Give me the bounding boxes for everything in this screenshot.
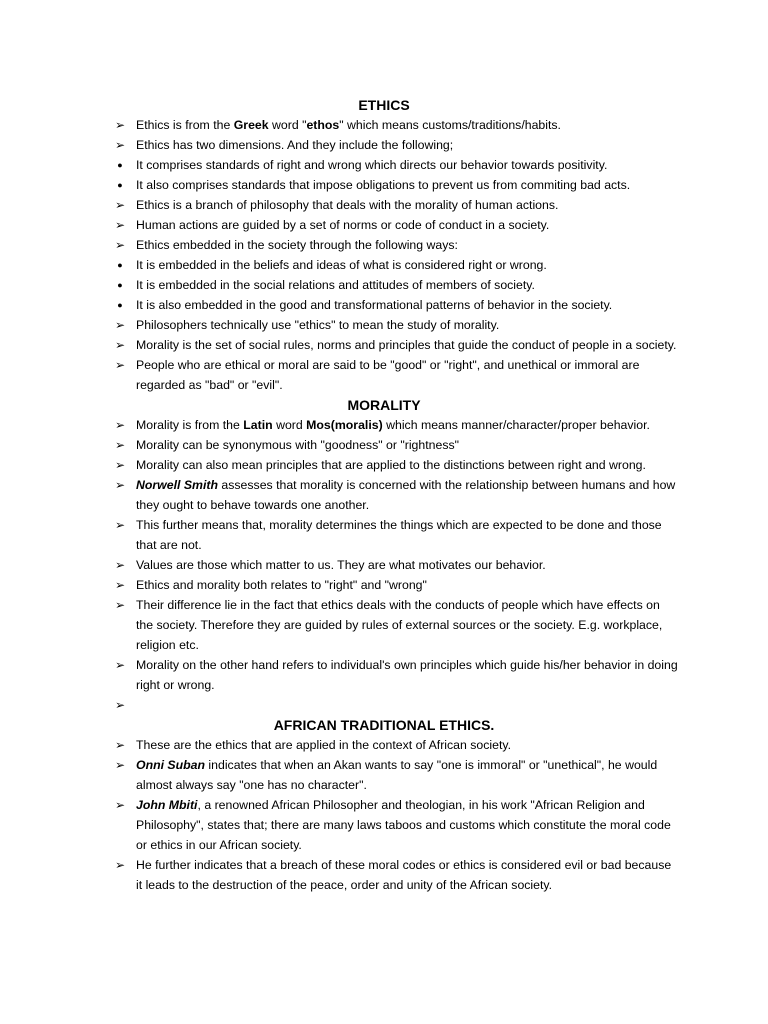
arrow-bullet-icon: ➢ [114, 438, 126, 452]
text-run: Morality can be synonymous with "goodness" or "rightness" [136, 438, 459, 452]
list-item-text [136, 418, 650, 432]
emphasized-text: ethos [306, 118, 340, 132]
arrow-bullet-icon: ➢ [114, 218, 126, 232]
arrow-bullet-icon: ➢ [114, 518, 126, 532]
list-item-text [136, 738, 511, 752]
list-item-text [136, 198, 558, 212]
list-item [0, 475, 768, 515]
text-run: People who are ethical or moral are said to be "good" or "right", and unethical or immoral are regarded as "bad" or "evil". [136, 358, 640, 392]
list-item [0, 115, 768, 135]
emphasized-text: John Mbiti [136, 798, 198, 812]
arrow-bullet-icon: ➢ [114, 858, 126, 872]
list-item-text [136, 158, 607, 172]
text-run: word " [268, 118, 307, 132]
arrow-bullet-icon: ➢ [114, 738, 126, 752]
heading-morality: MORALITY [347, 397, 421, 413]
morality-list [0, 415, 768, 715]
heading-ethics: ETHICS [358, 97, 410, 113]
dot-bullet-icon: ● [117, 300, 123, 310]
arrow-bullet-icon: ➢ [114, 698, 126, 712]
list-item [0, 335, 768, 355]
arrow-bullet-icon: ➢ [114, 318, 126, 332]
list-item [0, 275, 768, 295]
list-item-text [136, 138, 453, 152]
text-run: It is embedded in the social relations and attitudes of members of society. [136, 278, 535, 292]
arrow-bullet-icon: ➢ [114, 118, 126, 132]
list-item [0, 295, 768, 315]
arrow-bullet-icon: ➢ [114, 358, 126, 372]
text-run: This further means that, morality determines the things which are expected to be done and those that are not. [136, 518, 662, 552]
list-item [0, 175, 768, 195]
list-item [0, 155, 768, 175]
list-item [0, 795, 768, 855]
list-item-text [136, 858, 671, 892]
list-item-text [0, 755, 680, 795]
text-run: Morality on the other hand refers to individual's own principles which guide his/her behavior in doing right or wrong. [136, 658, 678, 692]
list-item-text [136, 438, 459, 452]
list-item-text [136, 658, 678, 692]
dot-bullet-icon: ● [117, 160, 123, 170]
text-run: assesses that morality is concerned with the relationship between humans and how they ought to behave towards one another. [136, 478, 676, 512]
arrow-bullet-icon: ➢ [114, 478, 126, 492]
list-item-text [136, 118, 561, 132]
text-run: Values are those which matter to us. They are what motivates our behavior. [136, 558, 546, 572]
text-run: It also comprises standards that impose obligations to prevent us from commiting bad acts. [136, 178, 631, 192]
arrow-bullet-icon: ➢ [114, 578, 126, 592]
list-item [0, 195, 768, 215]
emphasized-text: Greek [233, 118, 269, 132]
list-item-text [136, 578, 427, 592]
text-run: Morality is from the [136, 418, 244, 432]
arrow-bullet-icon: ➢ [114, 238, 126, 252]
list-item [0, 435, 768, 455]
text-run: Morality can also mean principles that are applied to the distinctions between right and wrong. [136, 458, 646, 472]
list-item [0, 215, 768, 235]
text-run: " which means customs/traditions/habits. [339, 118, 561, 132]
text-run: Philosophers technically use "ethics" to mean the study of morality. [136, 318, 500, 332]
emphasized-text: Onni Suban [136, 758, 205, 772]
text-run: word [272, 418, 307, 432]
text-run: He further indicates that a breach of these moral codes or ethics is considered evil or bad because it leads to the destruction of the peace, order and unity of the African society. [136, 858, 672, 892]
list-item [0, 695, 768, 715]
list-item-text [136, 518, 662, 552]
list-item-text [136, 298, 612, 312]
text-run: Human actions are guided by a set of norms or code of conduct in a society. [136, 218, 550, 232]
list-item-text [136, 258, 547, 272]
list-item-text [136, 278, 535, 292]
text-run: which means manner/character/proper behavior. [382, 418, 650, 432]
list-item [0, 315, 768, 335]
list-item [0, 755, 768, 795]
text-run: It comprises standards of right and wrong which directs our behavior towards positivity. [136, 158, 608, 172]
list-item [0, 575, 768, 595]
list-item-text [136, 218, 549, 232]
text-run: It is embedded in the beliefs and ideas of what is considered right or wrong. [136, 258, 547, 272]
list-item [0, 135, 768, 155]
list-item-text [136, 178, 630, 192]
list-item-text [136, 358, 639, 392]
list-item [0, 255, 768, 275]
list-item [0, 595, 768, 655]
text-run: , a renowned African Philosopher and theologian, in his work "African Religion and Philosophy", states that; there are many laws taboos and customs which constitute the moral code or ethics in our African society. [136, 798, 671, 852]
list-item-text [136, 478, 675, 512]
arrow-bullet-icon: ➢ [114, 758, 126, 772]
dot-bullet-icon: ● [117, 180, 123, 190]
emphasized-text: Norwell Smith [136, 478, 218, 492]
arrow-bullet-icon: ➢ [114, 198, 126, 212]
list-item [0, 415, 768, 435]
text-run: It is also embedded in the good and transformational patterns of behavior in the society. [136, 298, 613, 312]
arrow-bullet-icon: ➢ [114, 338, 126, 352]
list-item-text [136, 318, 499, 332]
text-run: Ethics embedded in the society through the following ways: [136, 238, 458, 252]
arrow-bullet-icon: ➢ [114, 138, 126, 152]
dot-bullet-icon: ● [117, 280, 123, 290]
list-item [0, 735, 768, 755]
emphasized-text: Mos(moralis) [306, 418, 383, 432]
dot-bullet-icon: ● [117, 260, 123, 270]
list-item-text [136, 598, 662, 652]
text-run: These are the ethics that are applied in the context of African society. [136, 738, 512, 752]
list-item [0, 455, 768, 475]
arrow-bullet-icon: ➢ [114, 418, 126, 432]
list-item-text [136, 558, 546, 572]
text-run: Ethics and morality both relates to "right" and "wrong" [136, 578, 427, 592]
list-item-text [136, 458, 646, 472]
list-item-text [136, 338, 676, 352]
list-item-text [136, 798, 671, 852]
text-run: Ethics has two dimensions. And they include the following; [136, 138, 454, 152]
arrow-bullet-icon: ➢ [114, 798, 126, 812]
arrow-bullet-icon: ➢ [114, 598, 126, 612]
arrow-bullet-icon: ➢ [114, 458, 126, 472]
text-run: Ethics is from the [136, 118, 234, 132]
text-run: Their difference lie in the fact that ethics deals with the conducts of people which have effects on the society. Therefore they are guided by rules of external sources or the society. E.g. workplace, religion etc. [136, 598, 663, 652]
arrow-bullet-icon: ➢ [114, 558, 126, 572]
african-ethics-list [0, 735, 768, 895]
arrow-bullet-icon: ➢ [114, 658, 126, 672]
list-item [0, 855, 768, 895]
list-item [0, 515, 768, 555]
ethics-list [0, 115, 768, 395]
text-run: indicates that when an Akan wants to say "one is immoral" or "unethical", he would almost always say "one has no character". [136, 758, 658, 792]
list-item [0, 555, 768, 575]
text-run: Ethics is a branch of philosophy that deals with the morality of human actions. [136, 198, 559, 212]
emphasized-text: Latin [243, 418, 273, 432]
list-item-text [136, 238, 458, 252]
list-item [0, 655, 768, 695]
text-run: Morality is the set of social rules, norms and principles that guide the conduct of people in a society. [136, 338, 677, 352]
list-item [0, 355, 768, 395]
heading-african-traditional-ethics: AFRICAN TRADITIONAL ETHICS. [273, 717, 495, 733]
list-item [0, 235, 768, 255]
